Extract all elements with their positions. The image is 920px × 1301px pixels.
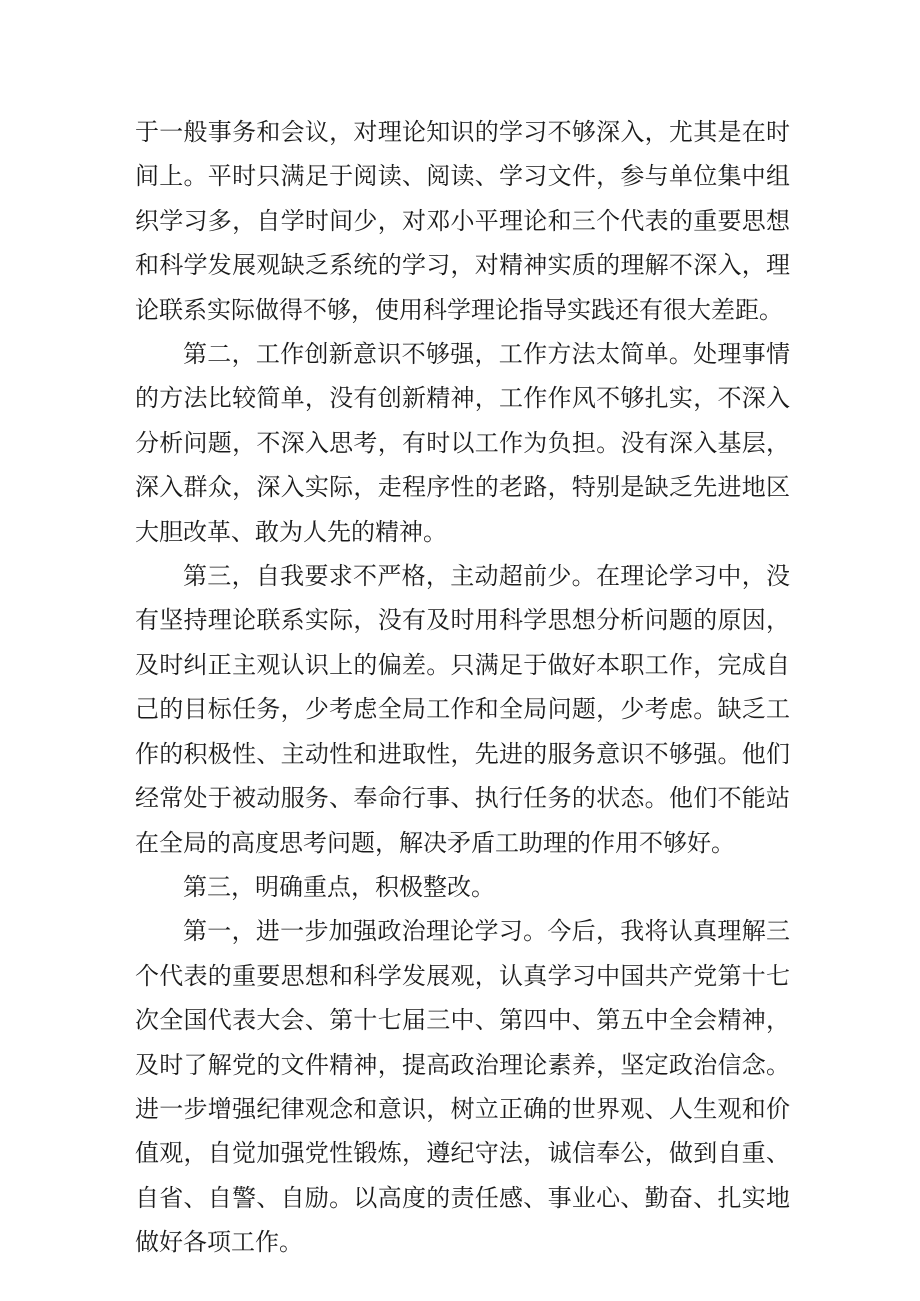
paragraph-continuation: 于一般事务和会议，对理论知识的学习不够深入，尤其是在时间上。平时只满足于阅读、阅读、学习文件，参与单位集中组织学习多，自学时间少，对邓小平理论和三个代表的重要思想和科学发展观缺乏系统的学习，对精神实质的理解不深入，理论联系实际做得不够，使用科学理论指导实践还有很大差距。	[135, 118, 790, 324]
document-body	[135, 110, 790, 1265]
paragraph-third-point: 第三，自我要求不严格，主动超前少。在理论学习中，没有坚持理论联系实际，没有及时用科学思想分析问题的原因，及时纠正主观认识上的偏差。只满足于做好本职工作，完成自己的目标任务，少考虑全局工作和全局问题，少考虑。缺乏工作的积极性、主动性和进取性，先进的服务意识不够强。他们经常处于被动服务、奉命行事、执行任务的状态。他们不能站在全局的高度思考问题，解决矛盾工助理的作用不够好。	[135, 562, 790, 857]
paragraph-first-measure: 第一，进一步加强政治理论学习。今后，我将认真理解三个代表的重要思想和科学发展观，认真学习中国共产党第十七次全国代表大会、第十七届三中、第四中、第五中全会精神，及时了解党的文件精神，提高政治理论素养，坚定政治信念。进一步增强纪律观念和意识，树立正确的世界观、人生观和价值观，自觉加强党性锻炼，遵纪守法，诚信奉公，做到自重、自省、自警、自励。以高度的责任感、事业心、勤奋、扎实地做好各项工作。	[135, 917, 790, 1257]
section-heading-rectification: 第三，明确重点，积极整改。	[183, 872, 495, 901]
paragraph-second-point: 第二，工作创新意识不够强，工作方法太简单。处理事情的方法比较简单，没有创新精神，工作作风不够扎实，不深入分析问题，不深入思考，有时以工作为负担。没有深入基层，深入群众，深入实际，走程序性的老路，特别是缺乏先进地区大胆改革、敢为人先的精神。	[135, 340, 790, 546]
